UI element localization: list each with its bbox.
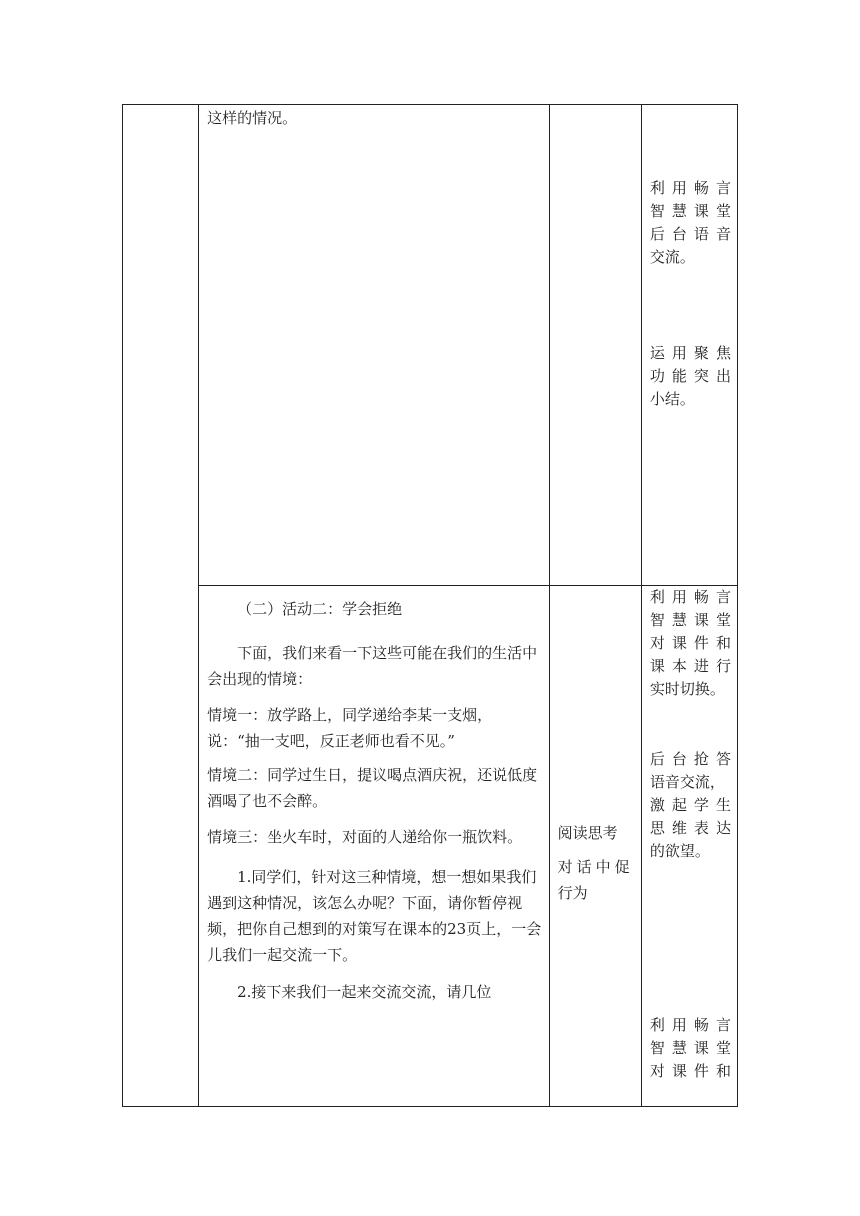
note-line: 课本进行: [649, 657, 731, 675]
note-line: 智慧课堂: [649, 202, 731, 220]
content-text: 这样的情况。: [207, 109, 298, 127]
note-line: 智慧课堂: [649, 1039, 731, 1057]
activity-line: 对话中促: [557, 858, 634, 876]
activity-line: 阅读思考: [557, 824, 618, 842]
teaching-content-cell: [199, 586, 550, 1107]
note-line: 的欲望。: [649, 842, 710, 860]
note-line: 功能突出: [649, 367, 731, 385]
note-line: 利用畅言: [649, 179, 731, 197]
intro-paragraph: 下面，我们来看一下这些可能在我们的生活中会出现的情境：: [207, 644, 538, 688]
note-line: 后台抢答: [649, 750, 731, 768]
note-line: 思维表达: [649, 819, 731, 837]
note-line: 小结。: [649, 390, 695, 408]
note-block: [642, 701, 737, 863]
design-intent-cell: [641, 105, 737, 586]
note-line: 对课件和: [649, 634, 731, 652]
activity-line: 行为: [557, 884, 588, 902]
task-item-one: 1.同学们，针对这三种情境，想一想如果我们遇到这种情况，该怎么办呢？下面，请你暂停视频，把你自己想到的对策写在课本的23页上，一会儿我们一起交流一下。: [207, 868, 542, 964]
note-block: [642, 269, 737, 411]
scenario-one: 情境一：放学路上，同学递给李某一支烟，说：“抽一支吧，反正老师也看不见。”: [207, 706, 493, 750]
student-activity-cell: [549, 105, 641, 586]
note-line: 利用畅言: [649, 588, 731, 606]
note-line: 激起学生: [649, 796, 731, 814]
note-line: 利用畅言: [649, 1016, 731, 1034]
note-block: [642, 105, 737, 269]
scenario-two: 情境二：同学过生日，提议喝点酒庆祝，还说低度酒喝了也不会醉。: [207, 766, 538, 810]
scenario-three: 情境三：坐火车时，对面的人递给你一瓶饮料。: [207, 828, 523, 846]
note-line: 交流。: [649, 248, 695, 266]
note-line: 对课件和: [649, 1062, 731, 1080]
student-activity-text: [550, 586, 641, 906]
design-intent-cell: [641, 586, 737, 1107]
table-row: [123, 586, 738, 1107]
section-heading: （二）活动二：学会拒绝: [237, 600, 403, 618]
note-line: 语音交流，: [649, 773, 725, 791]
note-line: 后台语音: [649, 225, 731, 243]
note-block: [642, 863, 737, 1083]
note-line: 智慧课堂: [649, 611, 731, 629]
table-row: [123, 105, 738, 586]
stage-cell: [123, 105, 199, 1107]
teaching-content-cell: [199, 105, 550, 586]
task-item-two: 2.接下来我们一起来交流交流，请几位: [237, 983, 492, 1001]
note-line: 运用聚焦: [649, 344, 731, 362]
note-line: 实时切换。: [649, 680, 725, 698]
note-block: [642, 586, 737, 701]
student-activity-cell: [549, 586, 641, 1107]
lesson-plan-table: [122, 104, 738, 1107]
